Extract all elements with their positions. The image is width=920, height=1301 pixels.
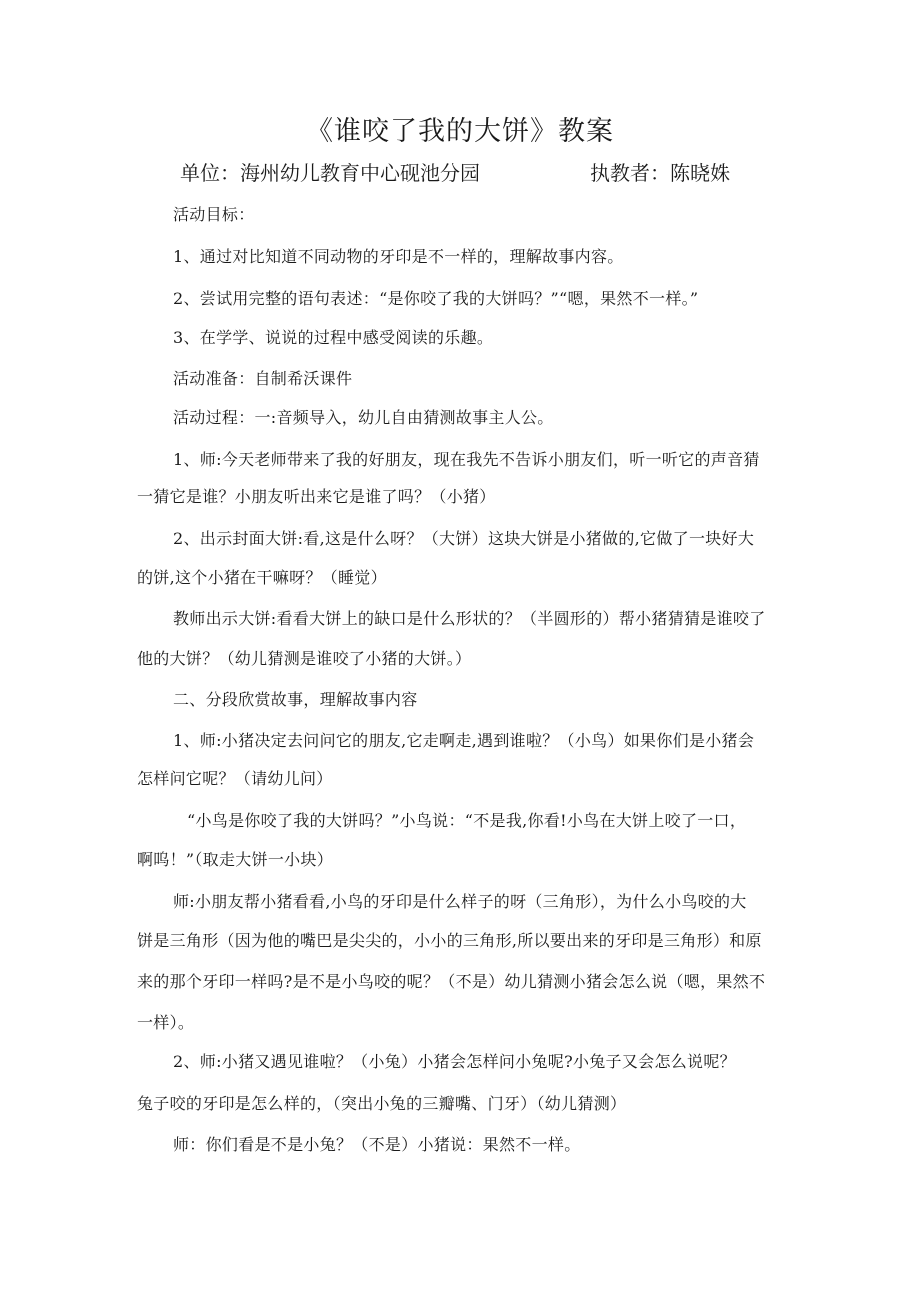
paragraph-line: 2、师:小猪又遇见谁啦？（小兔）小猪会怎样问小兔呢?小兔子又会怎么说呢？: [173, 1052, 736, 1071]
teacher-label: 执教者：陈晓姝: [590, 161, 730, 185]
section-heading: 二、分段欣赏故事，理解故事内容: [173, 690, 418, 709]
paragraph-line: 师：你们看是不是小兔？（不是）小猪说：果然不一样。: [173, 1135, 581, 1154]
process-heading: 活动过程：一:音频导入，幼儿自由猜测故事主人公。: [173, 408, 554, 427]
paragraph-line: “小鸟是你咬了我的大饼吗？”小鸟说：“不是我,你看!小鸟在大饼上咬了一口，: [187, 811, 747, 830]
paragraph-line: 啊呜！”（取走大饼一小块）: [137, 850, 334, 869]
goal-item-2: 2、尝试用完整的语句表述：“是你咬了我的大饼吗？”“嗯，果然不一样。”: [173, 289, 699, 308]
document-meta: [180, 156, 730, 190]
paragraph-line: 一猜它是谁？小朋友听出来它是谁了吗？（小猪）: [137, 487, 496, 506]
paragraph-line: 的饼,这个小猪在干嘛呀？（睡觉）: [137, 568, 387, 587]
paragraph-line: 饼是三角形（因为他的嘴巴是尖尖的，小小的三角形,所以要出来的牙印是三角形）和原: [137, 931, 762, 950]
goal-heading: 活动目标：: [173, 205, 255, 224]
paragraph-line: 他的大饼？（幼儿猜测是谁咬了小猪的大饼。）: [137, 649, 472, 668]
paragraph-line: 一样）。: [137, 1013, 195, 1032]
preparation-line: 活动准备：自制希沃课件: [173, 369, 353, 388]
paragraph-line: 兔子咬的牙印是怎么样的，（突出小兔的三瓣嘴、门牙）（幼儿猜测）: [137, 1094, 627, 1113]
unit-label: 单位：海州幼儿教育中心砚池分园: [180, 161, 480, 185]
goal-item-1: 1、通过对比知道不同动物的牙印是不一样的，理解故事内容。: [173, 247, 624, 266]
paragraph-line: 怎样问它呢？（请幼儿问）: [137, 769, 333, 788]
goal-item-3: 3、在学学、说说的过程中感受阅读的乐趣。: [173, 328, 494, 347]
paragraph-line: 教师出示大饼:看看大饼上的缺口是什么形状的？（半圆形的）帮小猪猜猜是谁咬了: [173, 609, 766, 628]
paragraph-line: 师:小朋友帮小猪看看,小鸟的牙印是什么样子的呀（三角形），为什么小鸟咬的大: [173, 892, 747, 911]
paragraph-line: 2、出示封面大饼:看,这是什么呀？（大饼）这块大饼是小猪做的,它做了一块好大: [173, 529, 755, 548]
paragraph-line: 1、师:今天老师带来了我的好朋友，现在我先不告诉小朋友们，听一听它的声音猜: [173, 450, 760, 469]
document-title: 《谁咬了我的大饼》教案: [306, 116, 614, 147]
paragraph-line: 来的那个牙印一样吗?是不是小鸟咬的呢？（不是）幼儿猜测小猪会怎么说（嗯，果然不: [137, 972, 766, 991]
paragraph-line: 1、师:小猪决定去问问它的朋友,它走啊走,遇到谁啦？（小鸟）如果你们是小猪会: [173, 731, 755, 750]
